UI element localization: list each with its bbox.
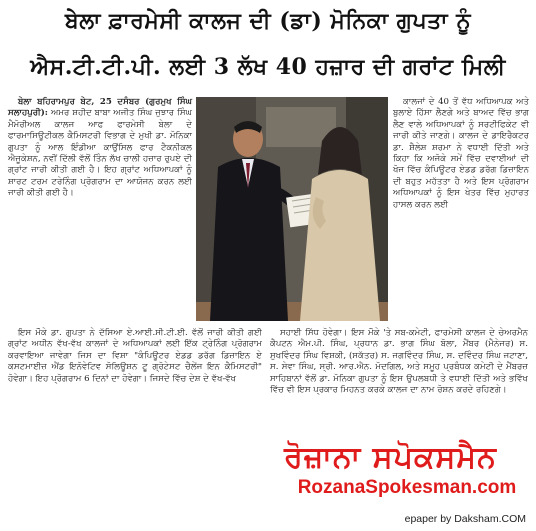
article-text-right-top: ਕਾਲਜਾਂ ਦੇ 40 ਤੋਂ ਵੱਧ ਅਧਿਆਪਕ ਅਤੇ ਬੁਲਾਏ ਹਿੱਸਾ ਲੈਣਗੇ ਅਤੇ ਬਾਅਦ ਵਿੱਚ ਭਾਗ ਲੈਣ ਵਾਲੇ ਅਧਿਆਪਕਾਂ ਨੂੰ ਸਰਟੀਫਿਕੇਟ ਵੀ ਜਾਰੀ ਕੀਤੇ ਜਾਣਗੇ। ਕਾਲਜ ਦੇ ਡਾਇਰੈਕਟਰ ਡਾ. ਸ਼ੈਲੇਸ਼ ਸ਼ਰਮਾ ਨੇ ਵਧਾਈ ਦਿੱਤੀ ਅਤੇ ਕਿਹਾ ਕਿ ਅਜੋਕੇ ਸਮੇਂ ਵਿੱਚ ਦਵਾਈਆਂ ਦੀ ਖੋਜ ਵਿੱਚ ਕੰਪਿਊਟਰ ਏਡਡ ਡਰੱਗ ਡਿਜ਼ਾਇਨ ਦੀ ਬਹੁਤ ਮਹੱਤਤਾ ਹੈ ਅਤੇ ਇਸ ਪ੍ਰੋਗਰਾਮ ਅਧਿਆਪਕਾਂ ਨੂੰ ਇਸ ਖੇਤਰ ਵਿੱਚ ਮੁਹਾਰਤ ਹਾਸਲ ਕਰਨ ਲਈ xyxy=(393,97,529,210)
dateline: ਬੇਲਾ ਬਹਿਰਾਮਪੁਰ ਬੇਟ, 25 ਦਸੰਬਰ (ਗੁਰਮੁਖ ਸਿੰਘ ਸਲਾਹਪੁਰੀ): xyxy=(8,97,192,119)
article-column-right-bottom xyxy=(270,328,528,396)
newspaper-logo: ਰੋਜ਼ਾਨਾ ਸਪੋਕਸਮੈਨ xyxy=(284,440,497,475)
headline-line-2: ਐਸ.ਟੀ.ਟੀ.ਪੀ. ਲਈ 3 ਲੱਖ 40 ਹਜ਼ਾਰ ਦੀ ਗਰਾਂਟ ਮਿਲੀ xyxy=(30,54,506,80)
article-text-left-top: ਅਮਰ ਸ਼ਹੀਦ ਬਾਬਾ ਅਜੀਤ ਸਿੰਘ ਜੁਝਾਰ ਸਿੰਘ ਮੈਮੋਰੀਅਲ ਕਾਲਜ ਆਫ ਫਾਰਮੇਸੀ ਬੇਲਾ ਦੇ ਫਾਰਮਾਸਿਊਟੀਕਲ ਕੈਮਿਸਟਰੀ ਵਿਭਾਗ ਦੇ ਮੁਖੀ ਡਾ. ਮੋਨਿਕਾ ਗੁਪਤਾ ਨੂੰ ਆਲ ਇੰਡੀਆ ਕਾਉਂਸਿਲ ਫਾਰ ਟੈਕਨੀਕਲ ਐਜੂਕੇਸ਼ਨ, ਨਵੀਂ ਦਿੱਲੀ ਵੱਲੋਂ ਤਿੰਨ ਲੱਖ ਚਾਲੀ ਹਜ਼ਾਰ ਰੁਪਏ ਦੀ ਗ੍ਰਾਂਟ ਜਾਰੀ ਕੀਤੀ ਗਈ ਹੈ। ਇਹ ਗ੍ਰਾਂਟ ਅਧਿਆਪਕਾਂ ਨੂੰ ਸ਼ਾਰਟ ਟਰਮ ਟਰੇਨਿੰਗ ਪ੍ਰੋਗਰਾਮ ਦਾ ਆਯੋਜਨ ਕਰਨ ਲਈ ਜਾਰੀ ਕੀਤੀ ਗਈ ਹੈ। xyxy=(8,108,193,199)
article-column-left-top xyxy=(8,97,192,200)
news-photo xyxy=(196,97,388,321)
epaper-credit: epaper by Daksham.COM xyxy=(404,513,526,525)
newspaper-url: RozanaSpokesman.com xyxy=(297,477,517,498)
photo-illustration xyxy=(196,97,388,321)
article-text-right-bottom: ਸਹਾਈ ਸਿੱਧ ਹੋਵੇਗਾ। ਇਸ ਮੌਕੇ 'ਤੇ ਸਬ-ਕਮੇਟੀ, ਫਾਰਮੇਸੀ ਕਾਲਜ ਦੇ ਚੇਅਰਮੈਨ ਕੈਪਟਨ ਐਮ.ਪੀ. ਸਿੰਘ, ਪ੍ਰਧਾਨ ਡਾ. ਭਾਗ ਸਿੰਘ ਬੋਲਾ, ਮੈਂਬਰ (ਮੈਨੇਜਰ) ਸ. ਸੁਖਵਿੰਦਰ ਸਿੰਘ ਵਿਸ਼ਕੀ, (ਸਕੱਤਰ) ਸ. ਜਗਵਿੰਦਰ ਸਿੰਘ, ਸ. ਦਵਿੰਦਰ ਸਿੰਘ ਜਟਾਣਾ, ਸ. ਸੇਵਾ ਸਿੰਘ, ਸ੍ਰੀ. ਆਰ.ਐਨ. ਮੋਦਗਿਲ, ਅਤੇ ਸਮੂਹ ਪ੍ਰਬੰਧਕ ਕਮੇਟੀ ਦੇ ਮੈਂਬਰਜ਼ ਸਾਹਿਬਾਨਾਂ ਵੱਲੋਂ ਡਾ. ਮੋਨਿਕਾ ਗੁਪਤਾ ਨੂੰ ਇਸ ਉਪਲਬਧੀ ਤੇ ਵਧਾਈ ਦਿੱਤੀ ਅਤੇ ਭਵਿੱਖ ਵਿੱਚ ਵੀ ਇਸ ਪ੍ਰਕਾਰ ਮਿਹਨਤ ਕਰਕੇ ਕਾਲਜ ਦਾ ਨਾਮ ਰੋਸ਼ਨ ਕਰਦੇ ਰਹਿਣਗੇ। xyxy=(270,328,528,396)
article-text-left-bottom: ਇਸ ਮੌਕੇ ਡਾ. ਗੁਪਤਾ ਨੇ ਦੱਸਿਆ ਏ.ਆਈ.ਸੀ.ਟੀ.ਈ. ਵੱਲੋਂ ਜਾਰੀ ਕੀਤੀ ਗਈ ਗ੍ਰਾਂਟ ਅਧੀਨ ਵੱਖ-ਵੱਖ ਕਾਲਜਾਂ ਦੇ ਅਧਿਆਪਕਾਂ ਲਈ ਇੱਕ ਟ੍ਰੇਨਿੰਗ ਪ੍ਰੋਗਰਾਮ ਕਰਵਾਇਆ ਜਾਵੇਗਾ ਜਿਸ ਦਾ ਵਿਸ਼ਾ "ਕੰਪਿਊਟਰ ਏਡਡ ਡਰੱਗ ਡਿਜ਼ਾਇਨ ਏ ਕਸਟਮਾਈਜ਼ ਐਂਡ ਇਨੋਵੇਟਿਵ ਸੋਲਿਊਸ਼ਨ ਟੂ ਗ੍ਰੋਟੇਸਟ ਚੈਲੇਂਜ ਇਨ ਕੈਮਿਸਟਰੀ" ਹੋਵੇਗਾ। ਇਹ ਪ੍ਰੋਗਰਾਮ 6 ਦਿਨਾਂ ਦਾ ਹੋਵੇਗਾ। ਜਿਸਦੇ ਵਿੱਚ ਦੇਸ਼ ਦੇ ਵੱਖ-ਵੱਖ xyxy=(8,328,262,384)
article-column-right-top xyxy=(393,97,529,211)
article-column-left-bottom xyxy=(8,328,262,385)
headline-line-1: ਬੇਲਾ ਫ਼ਾਰਮੇਸੀ ਕਾਲਜ ਦੀ (ਡਾ) ਮੋਨਿਕਾ ਗੁਪਤਾ ਨੂੰ xyxy=(64,8,472,34)
